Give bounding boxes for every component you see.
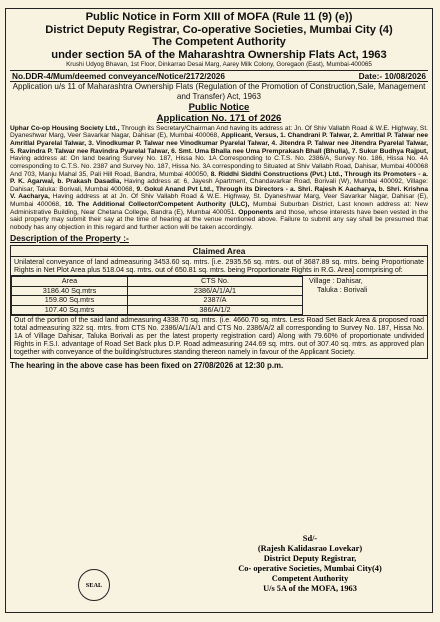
area-table: [11, 276, 303, 315]
column-header-area: Area: [12, 277, 128, 286]
signatory-title-3: Competent Authority: [271, 573, 349, 583]
table-header-row: [12, 277, 303, 286]
additional-collector: 10. The Additional Collector/Competent Authority (ULC),: [64, 201, 250, 209]
application-description: Application u/s 11 of Maharashtra Ownership Flats (Regulation of the Promotion of Construction,Sale, Management and Transfer) Act, 1963: [12, 82, 426, 101]
applicant-list: Applicant, Versus, 1. Chandrani P. Talwar, 2. Amritlal P. Talwar nee Amritlal Pyarelal Talwar, 3. Vinodkumar P. Talwar nee Vinodkumar Pyarelal Talwar, 4. Jitendra P. Talwar nee Jitendra Pyarelal Talwar, 5. Ravindra P. Talwar nee Ravindra Pyarelal Talwar, 6. Smt. Uma Bhalla nee Uma Premprakash Bhall (Bhulla), 7. Sukur Budhya Rajput,: [10, 132, 428, 155]
opponents-label: Opponents: [238, 208, 274, 216]
reference-date: Date:- 10/08/2026: [358, 71, 426, 82]
signatory-name: (Rajesh Kalidasrao Lovekar): [257, 543, 363, 553]
seal-stamp: SEAL: [78, 569, 110, 601]
public-notice-heading: Public Notice: [188, 101, 250, 113]
cts-cell: 2386/A/1/A/1: [128, 286, 303, 295]
area-cell: 159.80 Sq.mtrs: [12, 296, 128, 305]
cts-cell: 386/A/1/2: [128, 305, 303, 314]
table-row: [12, 305, 303, 314]
village-info: [303, 276, 373, 315]
area-section: [11, 276, 427, 316]
body-text-3: Having address at: 6, Jayesh Apartment, Chandavarkar Road, Borivali (W), Mumbai 400092, Village: Dahisar, Taluka: Borivali, Mumbai 400068,: [10, 178, 428, 193]
authority-title: The Competent Authority: [152, 36, 286, 49]
claimed-area-box: [10, 245, 428, 360]
riddhi-siddhi: 8. Riddhi Siddhi Constructions (Pvt.) Ltd., Through its Promoters - a. P. K. Agarwal, b. Prakash Dasadia,: [10, 170, 428, 186]
claimed-area-title: Claimed Area: [11, 246, 427, 257]
reference-row: [10, 70, 428, 82]
act-title: under section 5A of the Maharashtra Ownership Flats Act, 1963: [51, 48, 387, 61]
notice-title: Public Notice in Form XIII of MOFA (Rule 11 (9) (e)): [85, 11, 353, 23]
signature-block: [205, 534, 415, 593]
conveyance-text: Unilateral conveyance of land admeasuring 3453.60 sq. mtrs. [i.e. 2935.56 sq. mtrs. out of 3687.89 sq. mtrs. being Proportionate Rights in Net Plot Area plus 518.04 sq. mtrs. out of 650.81 sq. mtrs. being Proportionate Rights in R.G. Area] comrprising of:: [11, 257, 427, 277]
area-cell: 107.40 Sq.mtrs: [12, 305, 128, 314]
hearing-prefix: The hearing in the above case has been fixed on: [10, 361, 194, 371]
body-text-2: Having address at: On land bearing Survey No. 187, Hissa No. 1A Corresponding to C.T.S. No. 2386/A, Survey No. 186, Hissa No. 4A corresponding to C.T.S. No. 2387 and Survey No. 187, Hissa No. 3A corresponding to Situated at Shiv Vallabh Road, Dahisar, Mumbai 400068 And 703, Manju Mahal 35, Pali Hill Road, Bandra, Mumbai 400050,: [10, 155, 428, 178]
cts-cell: 2387/A: [128, 296, 303, 305]
signature-sd: Sd/-: [302, 534, 318, 543]
registrar-title: District Deputy Registrar, Co-operative Societies, Mumbai City (4): [45, 23, 393, 36]
reference-number: No.DDR-4/Mum/deemed conveyance/Notice/2172/2026: [12, 71, 226, 82]
body-text-6: and those, whose interests have been vested in the said property may submit their say at the time of hearing at the venue mentioned above. Failure to submit any say shall be presumed that nobody has any objection in this regard and further action will be taken accordingly.: [10, 208, 428, 232]
table-row: [12, 296, 303, 305]
gokul-anand: 9. Gokul Anand Pvt Ltd., Through its Directors - a. Shri. Rajesh K Aacharya, b. Shri. Krishna V. Aacharya,: [10, 185, 428, 201]
office-address: Krushi Udyog Bhavan, 1st Floor, Dinkarrao Desai Marg, Aarey Milk Colony, Goregaon (East), Mumbai-400065: [66, 61, 372, 69]
notice-body: [10, 125, 428, 232]
taluka-name: Taluka : Borivali: [317, 284, 368, 294]
public-notice: [5, 8, 433, 613]
body-text-1: Through its Secretary/Chairman And having its address at: Jn. Of Shiv Vallabh Road & W.E. Highway, St. Dyaneshwar Marg, Veer Savarkar Nagar, Dahisar (E), Mumbai 400068,: [10, 124, 428, 140]
hearing-line: [10, 361, 428, 370]
application-number: Application No. 171 of 2026: [156, 112, 282, 124]
signatory-title-2: Co- operative Societies, Mumbai City(4): [238, 563, 382, 573]
village-name: Village : Dahisar,: [309, 276, 363, 286]
column-header-cts: CTS No.: [128, 277, 303, 286]
signatory-title-1: District Deputy Registrar,: [263, 553, 357, 563]
society-name: Uphar Co-op Housing Society Ltd.,: [10, 124, 120, 132]
land-portion-text: Out of the portion of the said land admeasuring 4338.70 sq. mtrs. (i.e. 4660.70 sq. mtrs. Less Road Set Back Area & proposed road total admeasuring 322 sq. mtrs. from CTS No. 2386/A/1/A/1 and CTS No. 2386/A/2 all corresponding to Survey No. 187, Hissa No. 1A of Village Dahisar, Taluka Borivali as per the latest property registration card) Along with 79.60% of proportionate undivided Rights in F.S.I. advantage of Road Set Back plus D.P. Road admeasuring 244.69 sq. mtrs. out of 307.40 sq. mtrs. as approved plan together with conveyance of the building/structures standing thereon namely in favour of the Applicant Society.: [14, 316, 424, 357]
body-text-4: Having address at at Jn. Of Shiv Vallabh Road & W.E. Highway, St. Dyaneshwar Marg, Veer Savarkar Nagar, Dahisar (E), Mumbai 400068,: [10, 193, 428, 209]
property-description-title: Description of the Property :-: [10, 232, 129, 243]
hearing-datetime: 27/08/2026 at 12:30 p.m.: [193, 361, 284, 371]
area-cell: 3186.40 Sq.mtrs: [12, 286, 128, 295]
body-text-5: Mumbai Suburban District, Last known address at: New Administrative Building, Near Chetana College, Bandra (E), Mumbai 400051.: [10, 201, 429, 216]
signatory-title-4: U/s 5A of the MOFA, 1963: [263, 583, 357, 593]
